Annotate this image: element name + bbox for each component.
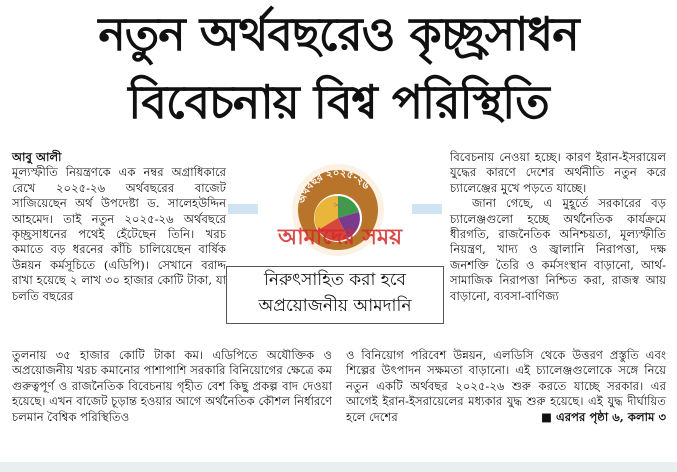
callout-line-1: নিরুৎসাহিত করা হবে bbox=[263, 270, 407, 290]
arc-text: অর্থবছর ২০২৫-২৬ bbox=[296, 167, 372, 205]
bottom-right-paragraph bbox=[346, 348, 666, 425]
paragraph: মূল্যস্ফীতি নিয়ন্ত্রণকে এক নম্বর অগ্রাধিকারে রেখে ২০২৫-২৬ অর্থবছরের বাজেট সাজিয়েছেন অর্থ উপদেষ্টা ড. সালেহউদ্দিন আহমেদ। তাই নতুন ২০২৫-২৬ অর্থবছরে কৃচ্ছ্রসাধনের পথেই হেঁটেছেন তিনি। খরচ কমাতে বড় ধরনের কাঁচি চালিয়েছেন বার্ষিক উন্নয়ন কর্মসূচিতে (এডিপি)। সেখানে বরাদ্দ রাখা হয়েছে ২ লাখ ৩০ হাজার কোটি টাকা, যা চলতি বছরের bbox=[12, 165, 226, 303]
budget-logo bbox=[236, 140, 436, 258]
bottom-strip bbox=[0, 462, 677, 472]
continuation-link[interactable]: ■ এরপর পৃষ্ঠা ৬, কলাম ৩ bbox=[540, 409, 666, 424]
article-column-right bbox=[450, 150, 666, 304]
headline-line-2: বিবেচনায় বিশ্ব পরিস্থিতি bbox=[128, 75, 549, 129]
paragraph: বিবেচনায় নেওয়া হচ্ছে। কারণ ইরান-ইসরায়েল যুদ্ধের কারণে দেশের অর্থনীতি নতুন করে চ্যালেঞ্জের মুখে পড়তে যাচ্ছে। bbox=[450, 150, 666, 195]
bottom-left-paragraph: তুলনায় ৩৫ হাজার কোটি টাকা কম। এডিপিতে অযৌক্তিক ও অপ্রয়োজনীয় খরচ কমানোর পাশাপাশি সরকারি বিনিয়োগের ক্ষেত্রে কম গুরুত্বপূর্ণ ও রাজনৈতিক বিবেচনায় গৃহীত বেশ কিছু প্রকল্প বাদ দেওয়া হয়েছে। এখন বাজেট চূড়ান্ত হওয়ার আগে অর্থনৈতিক কৌশল নির্ধারণে চলমান বৈশ্বিক পরিস্থিতিও bbox=[12, 348, 332, 424]
pie-emblem-icon bbox=[236, 140, 436, 258]
headline-line-1: নতুন অর্থবছরেও কৃচ্ছ্রসাধন bbox=[98, 7, 579, 61]
callout-box bbox=[226, 266, 444, 324]
callout-line-2: অপ্রয়োজনীয় আমদানি bbox=[258, 296, 412, 316]
byline: আবু আলী bbox=[12, 150, 62, 164]
brand-small-text: দৈনিক bbox=[333, 203, 347, 209]
paragraph: ও বিনিয়োগ পরিবেশ উন্নয়ন, এলডিসি থেকে উত্তরণ প্রস্তুতি এবং শিল্পের উৎপাদন সক্ষমতা বাড়ানো। এই চ্যালেঞ্জগুলোকে সঙ্গে নিয়ে নতুন একটি অর্থবছর ২০২৫-২৬ শুরু করতে যাচ্ছে সরকার। এর আগেই ইরান-ইসরায়েলের মধ্যকার যুদ্ধ শুরু হয়েছে। এই যুদ্ধ দীর্ঘায়িত হলে দেশের bbox=[346, 348, 666, 424]
brand-name-text: আমাদের সময় bbox=[277, 225, 403, 250]
paragraph: জানা গেছে, এ মুহূর্তে সরকারের বড় চ্যালেঞ্জগুলো হচ্ছে অর্থনৈতিক কার্যক্রমে ধীরগতি, রাজনৈতিক অনিশ্চয়তা, মূল্যস্ফীতি নিয়ন্ত্রণ, খাদ্য ও জ্বালানি নিরাপত্তা, দক্ষ জনশক্তি তৈরি ও কর্মসংস্থান বাড়ানো, আর্থ-সামাজিক নিরাপত্তা নিশ্চিত করা, রাজস্ব আয় বাড়ানো, ব্যবসা-বাণিজ্য bbox=[450, 196, 666, 303]
article-column-left bbox=[12, 150, 226, 304]
